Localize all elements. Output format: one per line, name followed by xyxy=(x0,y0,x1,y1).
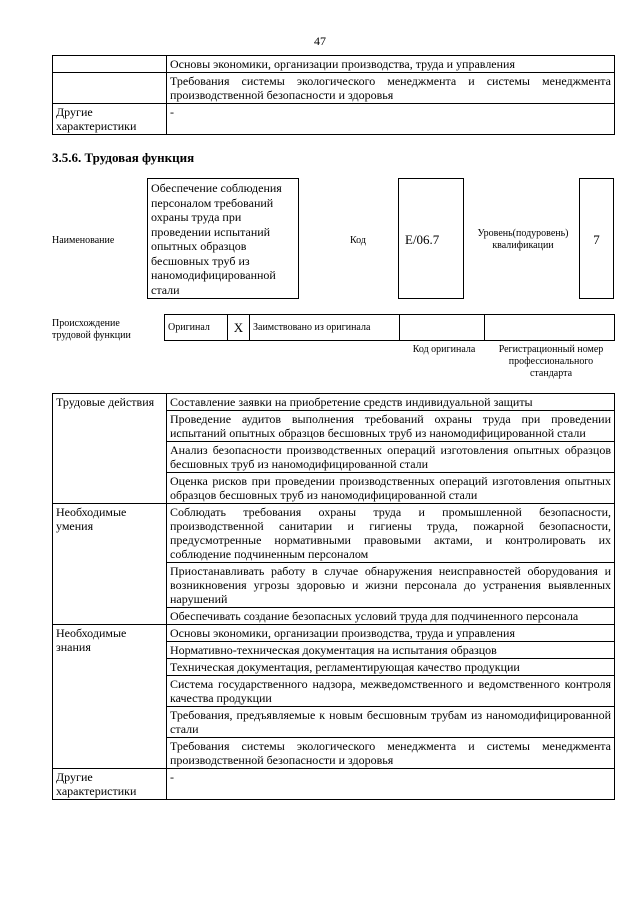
value-cell: Основы экономики, организации производства, труда и управления xyxy=(167,56,615,73)
item-cell: Требования, предъявляемые к новым бесшовным трубам из наномодифицированной стали xyxy=(167,707,615,738)
origin-code-cell xyxy=(400,315,485,341)
level-label: Уровень(подуровень) квалификации xyxy=(477,228,569,251)
group-label: Другие характеристики xyxy=(53,769,167,800)
name-box xyxy=(147,178,299,299)
item-cell: Составление заявки на приобретение средств индивидуальной защиты xyxy=(167,394,615,411)
label-cell xyxy=(53,73,167,104)
name-label: Наименование xyxy=(52,235,115,246)
main-table xyxy=(52,393,615,800)
value-cell: - xyxy=(167,104,615,135)
origin-label: Происхождение трудовой функции xyxy=(52,318,131,341)
code-value: E/06.7 xyxy=(405,232,440,247)
original-label: Оригинал xyxy=(165,315,228,341)
label-cell: Другие характеристики xyxy=(53,104,167,135)
reg-number-cell xyxy=(485,315,615,341)
origin-code-label: Код оригинала xyxy=(412,344,476,355)
group-label: Трудовые действия xyxy=(53,394,167,504)
original-mark: X xyxy=(228,315,250,341)
table-row xyxy=(165,315,615,341)
item-cell: Техническая документация, регламентирующая качество продукции xyxy=(167,659,615,676)
item-cell: Нормативно-техническая документация на испытания образцов xyxy=(167,642,615,659)
table-row xyxy=(53,56,615,73)
item-cell: Оценка рисков при проведении производственных операций изготовления опытных образцов бесшовных труб из наномодифицированной стали xyxy=(167,473,615,504)
table-row xyxy=(53,104,615,135)
item-cell: Соблюдать требования охраны труда и промышленной безопасности, производственной санитарии и гигиены труда, пожарной безопасности, предусмотренные нормативными правовыми актами, и контролировать их соблюдение подчиненным персоналом xyxy=(167,504,615,563)
table-row xyxy=(53,73,615,104)
borrowed-label: Заимствовано из оригинала xyxy=(250,315,400,341)
origin-table xyxy=(164,314,615,341)
item-cell: Система государственного надзора, межведомственного и ведомственного контроля качества продукции xyxy=(167,676,615,707)
table-row xyxy=(53,625,615,642)
level-box xyxy=(579,178,614,299)
code-label: Код xyxy=(350,235,366,246)
reg-number-label: Регистрационный номер профессионального стандарта xyxy=(498,344,604,379)
name-value: Обеспечение соблюдения персоналом требований охраны труда при проведении испытаний опытных образцов бесшовных труб из наномодифицированной стали xyxy=(151,181,282,297)
level-value: 7 xyxy=(593,232,600,247)
label-cell xyxy=(53,56,167,73)
top-table xyxy=(52,55,615,135)
section-heading: 3.5.6. Трудовая функция xyxy=(52,150,195,165)
item-cell: Обеспечивать создание безопасных условий труда для подчиненного персонала xyxy=(167,608,615,625)
item-cell: Требования системы экологического менеджмента и системы менеджмента производственной безопасности и здоровья xyxy=(167,738,615,769)
item-cell: Основы экономики, организации производства, труда и управления xyxy=(167,625,615,642)
item-cell: Приостанавливать работу в случае обнаружения неисправностей оборудования и возникновения угрозы здоровью и жизни персонала до устранения выявленных нарушений xyxy=(167,563,615,608)
group-label: Необходимые умения xyxy=(53,504,167,625)
item-cell: - xyxy=(167,769,615,800)
group-label: Необходимые знания xyxy=(53,625,167,769)
table-row xyxy=(53,394,615,411)
table-row xyxy=(53,769,615,800)
item-cell: Анализ безопасности производственных операций изготовления опытных образцов бесшовных труб из наномодифицированной стали xyxy=(167,442,615,473)
page-number: 47 xyxy=(314,34,326,48)
code-box xyxy=(398,178,464,299)
value-cell: Требования системы экологического менеджмента и системы менеджмента производственной безопасности и здоровья xyxy=(167,73,615,104)
item-cell: Проведение аудитов выполнения требований охраны труда при проведении испытаний опытных образцов бесшовных труб из наномодифицированной стали xyxy=(167,411,615,442)
table-row xyxy=(53,504,615,563)
